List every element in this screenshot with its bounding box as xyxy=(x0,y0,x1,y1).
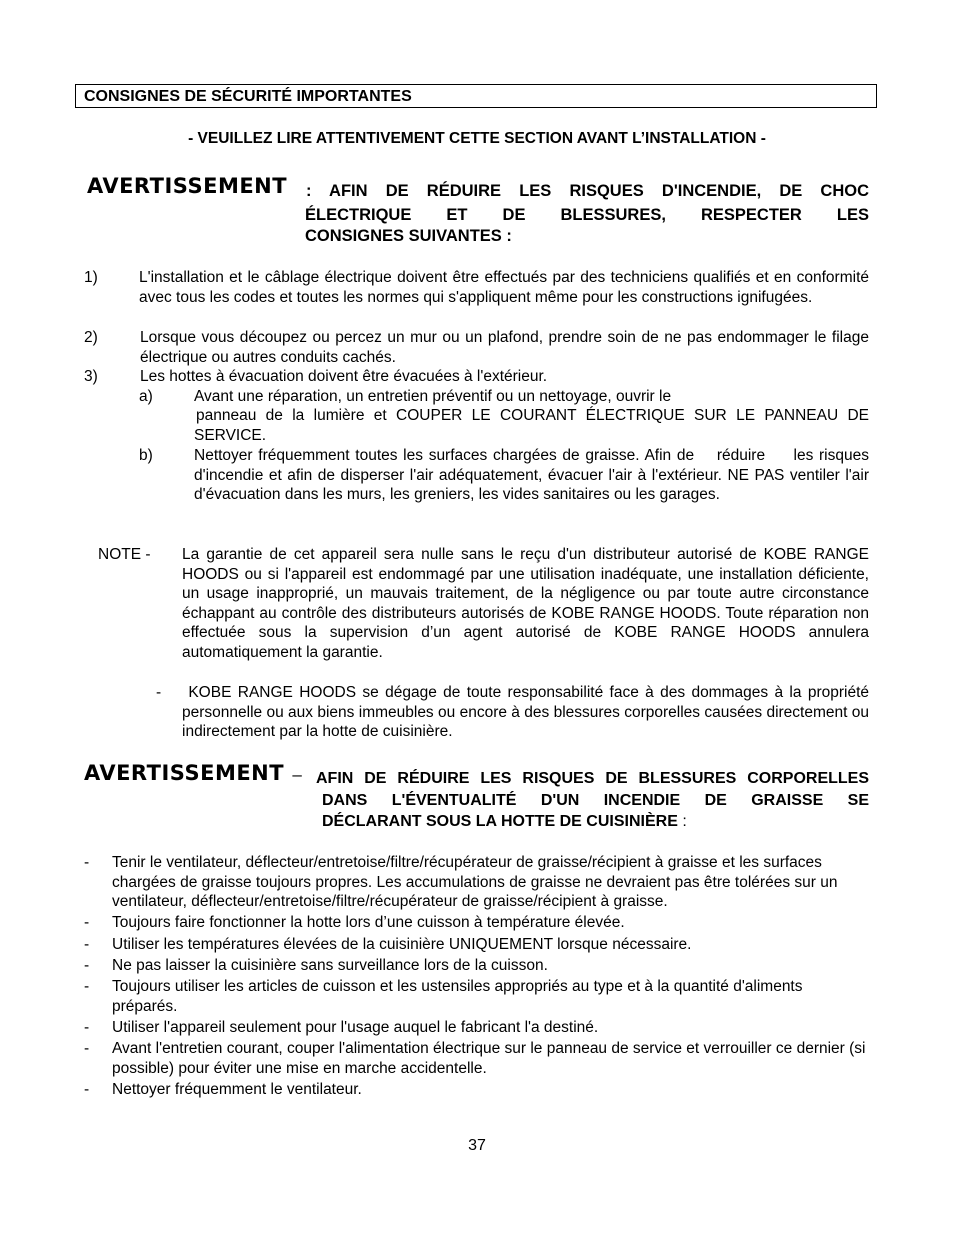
bullet-text-1: Tenir le ventilateur, déflecteur/entretoise/filtre/récupérateur de graisse/récipient à graisse et les surfaces chargées de graisse toujours propres. Les accumulations de graisse ne devraient pas être tolérées sur un ventilateur, déflecteur/entretoise/filtre/récupérateur de graisse/récipient à graisse. xyxy=(112,854,838,911)
bullet-marker-4: - xyxy=(84,957,90,974)
subitem-a-rest: panneau de la lumière et COUPER LE COURANT ÉLECTRIQUE SUR LE PANNEAU DE SERVICE. xyxy=(194,407,869,444)
bullet-text-4: Ne pas laisser la cuisinière sans surveillance lors de la cuisson. xyxy=(112,957,548,974)
item-number-3: 3) xyxy=(84,368,98,385)
bullet-marker-1: - xyxy=(84,854,90,871)
bullet-text-7: Avant l'entretien courant, couper l'alimentation électrique sur le panneau de service et verrouiller ce dernier (si possible) pour éviter une mise en marche accidentelle. xyxy=(112,1040,866,1077)
warning-2-separator: – xyxy=(292,765,302,784)
note-dash: - xyxy=(156,684,162,701)
bullet-marker-7: - xyxy=(84,1040,90,1057)
bullet-text-3: Utiliser les températures élevées de la cuisinière UNIQUEMENT lorsque nécessaire. xyxy=(112,936,692,953)
note-dash-text: KOBE RANGE HOODS se dégage de toute responsabilité face à des dommages à la propriété personnelle ou aux biens immeubles ou encore à des blessures corporelles causées directement ou indirectement par la hotte de cuisinière. xyxy=(182,684,874,741)
warning-1-line-2: ÉLECTRIQUE ET DE BLESSURES, RESPECTER LES xyxy=(305,206,869,224)
subitem-b-text: Nettoyer fréquemment toutes les surfaces chargées de graisse. Afin de réduire les risques d'incendie et afin de disperser l'air adéquatement, évacuer l'air à l'extérieur. NE PAS ventiler l'air d'évacuation dans les murs, les greniers, les vides sanitaires ou les garages. xyxy=(194,447,874,504)
warning-1-line-3: CONSIGNES SUIVANTES : xyxy=(305,227,512,245)
section-title: CONSIGNES DE SÉCURITÉ IMPORTANTES xyxy=(84,88,412,105)
bullet-marker-6: - xyxy=(84,1019,90,1036)
warning-2-line-3 xyxy=(322,812,687,832)
item-number-1: 1) xyxy=(84,269,98,286)
page-number: 37 xyxy=(468,1137,486,1154)
bullet-text-2: Toujours faire fonctionner la hotte lors d’une cuisson à température élevée. xyxy=(112,914,625,931)
bullet-text-5: Toujours utiliser les articles de cuisson et les ustensiles appropriés au type et à la quantité d'aliments préparés. xyxy=(112,978,803,1015)
section-header-box xyxy=(75,84,877,108)
bullet-marker-5: - xyxy=(84,978,90,995)
item-text-2: Lorsque vous découpez ou percez un mur ou un plafond, prendre soin de ne pas endommager le filage électrique ou autres conduits cachés. xyxy=(140,329,869,366)
warning-2-line-2: DANS L'ÉVENTUALITÉ D'UN INCENDIE DE GRAISSE SE xyxy=(322,792,869,809)
subitem-letter-b: b) xyxy=(139,447,153,464)
item-number-2: 2) xyxy=(84,329,98,346)
item-text-3: Les hottes à évacuation doivent être évacuées à l'extérieur. xyxy=(140,368,548,385)
note-label: NOTE - xyxy=(98,546,151,563)
note-text: La garantie de cet appareil sera nulle sans le reçu d'un distributeur autorisé de KOBE RANGE HOODS ou si l'appareil est endommagé par une utilisation inadéquate, une installation déficiente, un usage inapproprié, un mauvais traitement, de la négligence ou par toute autre circonstance échappant au contrôle des distributeurs autorisés de KOBE RANGE HOODS. Toute réparation non effectuée sous la supervision d’un agent autorisé de KOBE RANGE HOODS annulera automatiquement la garantie. xyxy=(182,546,869,661)
bullet-marker-8: - xyxy=(84,1081,90,1098)
subheader: - VEUILLEZ LIRE ATTENTIVEMENT CETTE SECTION AVANT L’INSTALLATION - xyxy=(188,130,766,147)
bullet-text-6: Utiliser l'appareil seulement pour l'usage auquel le fabricant l'a destiné. xyxy=(112,1019,599,1036)
warning-word-1: AVERTISSEMENT xyxy=(87,174,288,198)
item-text-1: L'installation et le câblage électrique doivent être effectués par des techniciens qualifiés et en conformité avec tous les codes et toutes les normes qui s'appliquent même pour les constructions ignifugées. xyxy=(139,269,869,306)
bullet-text-8: Nettoyer fréquemment le ventilateur. xyxy=(112,1081,362,1098)
subitem-letter-a: a) xyxy=(139,388,153,405)
subitem-a-line-1: Avant une réparation, un entretien préventif ou un nettoyage, ouvrir le xyxy=(194,388,672,405)
warning-2-line-3-tail: : xyxy=(677,813,687,830)
warning-2-line-3-text: DÉCLARANT SOUS LA HOTTE DE CUISINIÈRE xyxy=(322,813,678,830)
bullet-marker-3: - xyxy=(84,936,90,953)
warning-2-line-1: AFIN DE RÉDUIRE LES RISQUES DE BLESSURES CORPORELLES xyxy=(316,770,869,787)
warning-2-heading xyxy=(84,761,302,786)
bullet-marker-2: - xyxy=(84,914,90,931)
warning-1-line-1: : AFIN DE RÉDUIRE LES RISQUES D'INCENDIE, DE CHOC xyxy=(306,182,869,200)
warning-word-2: AVERTISSEMENT xyxy=(84,761,285,785)
